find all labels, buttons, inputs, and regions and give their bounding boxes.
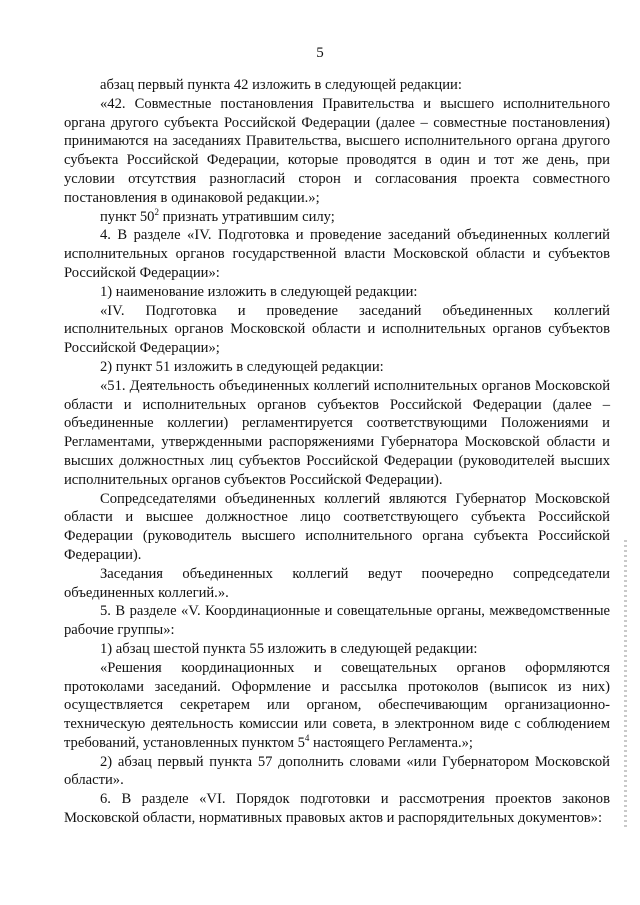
paragraph-3-superscript: 2 xyxy=(154,206,159,217)
paragraph-13-superscript: 4 xyxy=(304,732,310,743)
paragraph-12: 1) абзац шестой пункта 55 изложить в следующей редакции: xyxy=(100,640,478,657)
paragraph-9: Сопредседателями объединенных коллегий являются Губернатор Московской области и высшее должностное лицо соответствующего субъекта Российской Федерации (руководитель высшего исполнительного органа субъекта Российской Федерации). xyxy=(64,490,610,563)
document-body xyxy=(64,76,610,828)
paragraph-13-text: «Решения координационных и совещательных органов оформляются протоколами заседаний. Оформление и рассылка протоколов (выписок из них) осуществляется секретарем или органом, обеспечивающим организационно-техническую деятельность комиссии или совета, в электронном виде с соблюдением требований, установленных пунктом 5 xyxy=(64,659,610,751)
paragraph-10: Заседания объединенных коллегий ведут поочередно сопредседатели объединенных коллегий.». xyxy=(64,565,610,601)
paragraph-6: «IV. Подготовка и проведение заседаний объединенных коллегий исполнительных органов Московской области и исполнительных органов субъектов Российской Федерации»; xyxy=(64,302,610,357)
paragraph-3-text: пункт 50 xyxy=(100,208,155,225)
paragraph-2: «42. Совместные постановления Правительства и высшего исполнительного органа другого субъекта Российской Федерации (далее – совместные постановления) принимаются на заседаниях Правительства, высшего исполнительного органа другого субъекта Российской Федерации, которые проводятся в один и тот же день, при условии отсутствия разногласий сторон и согласования проекта совместного постановления в одинаковой редакции.»; xyxy=(64,95,610,206)
scan-margin-mark xyxy=(624,540,627,830)
paragraph-7: 2) пункт 51 изложить в следующей редакции: xyxy=(100,358,384,375)
paragraph-15: 6. В разделе «VI. Порядок подготовки и рассмотрения проектов законов Московской области, нормативных правовых актов и распорядительных документов»: xyxy=(64,791,610,827)
paragraph-5: 1) наименование изложить в следующей редакции: xyxy=(100,283,418,300)
paragraph-13-text-end: настоящего Регламента.»; xyxy=(309,734,473,751)
paragraph-3 xyxy=(64,208,610,227)
paragraph-13 xyxy=(64,659,610,753)
page-number: 5 xyxy=(316,45,324,61)
paragraph-3-text-end: признать утратившим силу; xyxy=(158,208,335,225)
paragraph-1: абзац первый пункта 42 изложить в следующей редакции: xyxy=(100,77,462,93)
paragraph-4: 4. В разделе «IV. Подготовка и проведение заседаний объединенных коллегий исполнительных органов государственной власти Московской области и субъектов Российской Федерации»: xyxy=(64,227,610,281)
paragraph-11: 5. В разделе «V. Координационные и совещательные органы, межведомственные рабочие группы»: xyxy=(64,603,610,639)
paragraph-8: «51. Деятельность объединенных коллегий исполнительных органов Московской области и исполнительных органов субъектов Российской Федерации (далее – объединенные коллегии) регламентируется соответствующими Положениями и Регламентами, утвержденными распоряжениями Губернатора Московской области и высших должностных лиц субъектов Российской Федерации (руководителей высших исполнительных органов субъектов Российской Федерации). xyxy=(64,377,610,488)
paragraph-14: 2) абзац первый пункта 57 дополнить словами «или Губернатором Московской области». xyxy=(64,753,610,789)
